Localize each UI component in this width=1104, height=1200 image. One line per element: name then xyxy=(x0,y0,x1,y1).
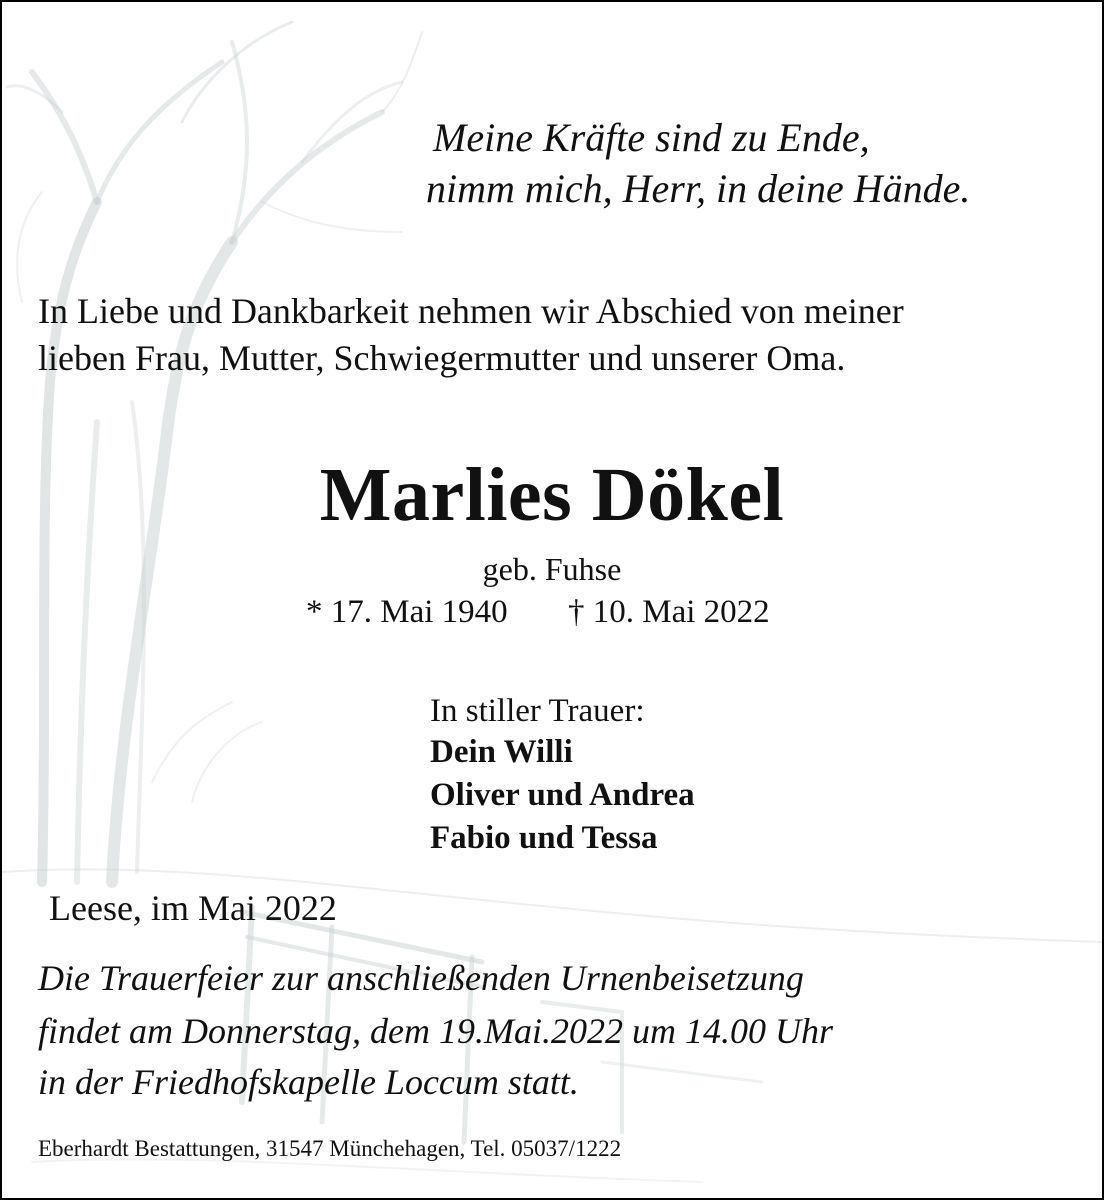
birth-date: * 17. Mai 1940 xyxy=(306,594,508,630)
mourner-name: Dein Willi xyxy=(430,734,573,770)
mourner-name: Fabio und Tessa xyxy=(430,820,658,856)
verse-line-2: nimm mich, Herr, in deine Hände. xyxy=(426,166,971,211)
birth-name: geb. Fuhse xyxy=(482,551,622,587)
mourner-name: Oliver und Andrea xyxy=(430,777,695,813)
place-and-date: Leese, im Mai 2022 xyxy=(49,888,337,928)
service-line-3: in der Friedhofskapelle Loccum statt. xyxy=(38,1062,579,1102)
deceased-name: Marlies Dökel xyxy=(319,453,785,537)
intro-line-2: lieben Frau, Mutter, Schwiegermutter und unserer Oma. xyxy=(38,338,846,378)
verse-line-1: Meine Kräfte sind zu Ende, xyxy=(433,115,870,160)
service-line-2: findet am Donnerstag, dem 19.Mai.2022 um 14.00 Uhr xyxy=(38,1011,833,1051)
mourners-heading: In stiller Trauer: xyxy=(430,693,645,729)
funeral-home-footer: Eberhardt Bestattungen, 31547 Münchehagen, Tel. 05037/1222 xyxy=(38,1136,622,1161)
intro-line-1: In Liebe und Dankbarkeit nehmen wir Abschied von meiner xyxy=(38,291,904,331)
service-line-1: Die Trauerfeier zur anschließenden Urnenbeisetzung xyxy=(38,958,804,998)
death-date: † 10. Mai 2022 xyxy=(568,594,770,630)
